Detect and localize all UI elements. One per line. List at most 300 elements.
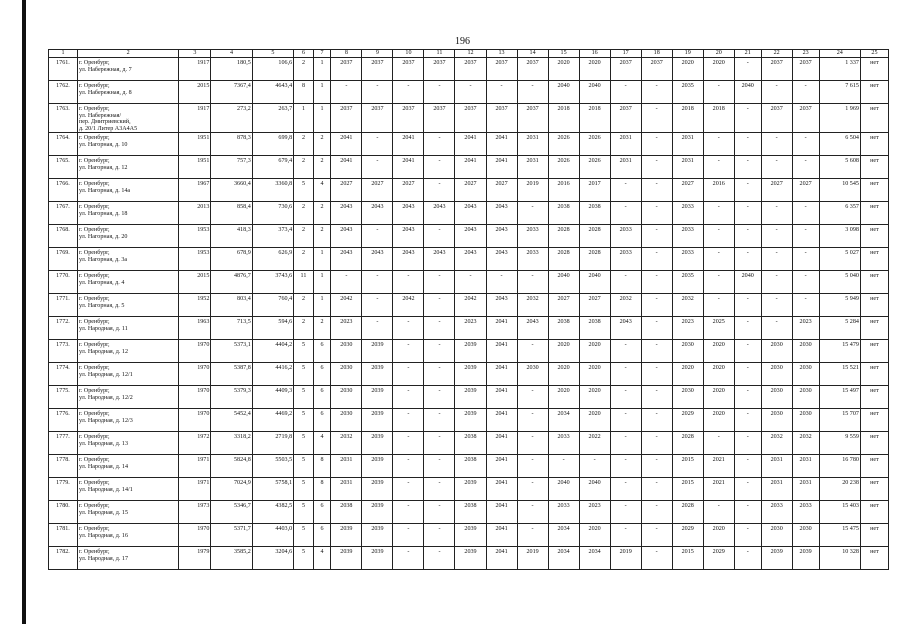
data-cell: - <box>517 202 548 225</box>
data-cell: 2033 <box>610 248 641 271</box>
data-cell: 2030 <box>761 340 792 363</box>
data-cell: - <box>792 156 819 179</box>
data-cell: 626,9 <box>252 248 293 271</box>
data-cell: 5371,7 <box>211 524 252 547</box>
data-cell: - <box>610 524 641 547</box>
row-number-cell: 1762. <box>49 81 78 104</box>
data-cell: 679,4 <box>252 156 293 179</box>
data-cell: 6 <box>313 524 331 547</box>
data-cell: нет <box>860 432 888 455</box>
data-cell: 2030 <box>792 363 819 386</box>
table-row <box>49 432 889 455</box>
data-cell: 2015 <box>672 478 703 501</box>
data-cell: 1979 <box>179 547 211 570</box>
data-cell: - <box>761 156 792 179</box>
data-cell: 2037 <box>792 58 819 81</box>
data-cell: 1 <box>313 104 331 133</box>
data-cell: 1917 <box>179 58 211 81</box>
address-line: г. Оренбург, <box>78 158 110 165</box>
data-cell: 2037 <box>517 58 548 81</box>
address-line: г. Оренбург, <box>78 273 110 280</box>
data-cell: 2030 <box>672 340 703 363</box>
data-cell: - <box>792 81 819 104</box>
data-cell: - <box>734 340 761 363</box>
data-cell: 2020 <box>548 340 579 363</box>
address-cell <box>77 156 178 179</box>
data-cell: 2037 <box>331 58 362 81</box>
data-cell: 4876,7 <box>211 271 252 294</box>
data-cell: 2043 <box>362 248 393 271</box>
data-cell: - <box>734 455 761 478</box>
data-cell: - <box>761 133 792 156</box>
data-cell: 15 497 <box>819 386 860 409</box>
data-cell: 2030 <box>761 409 792 432</box>
data-cell: 2027 <box>761 179 792 202</box>
data-cell: 2030 <box>761 386 792 409</box>
data-cell: 4404,2 <box>252 340 293 363</box>
data-cell: - <box>734 156 761 179</box>
data-cell: - <box>393 409 424 432</box>
data-cell: - <box>641 179 672 202</box>
data-cell: - <box>734 432 761 455</box>
data-cell: 2020 <box>703 524 734 547</box>
data-cell: 5 608 <box>819 156 860 179</box>
data-cell: 2020 <box>579 524 610 547</box>
data-cell: - <box>641 81 672 104</box>
data-cell: 2018 <box>672 104 703 133</box>
data-cell: 2033 <box>672 248 703 271</box>
data-cell: 15 475 <box>819 524 860 547</box>
column-header: 6 <box>294 50 314 58</box>
data-cell: 2040 <box>579 478 610 501</box>
data-cell: 8 <box>313 455 331 478</box>
row-number-cell: 1778. <box>49 455 78 478</box>
data-cell: 2039 <box>362 501 393 524</box>
data-cell: 2031 <box>331 478 362 501</box>
data-cell: - <box>641 104 672 133</box>
data-cell: 5 <box>294 179 314 202</box>
address-cell <box>77 133 178 156</box>
data-cell: 2030 <box>792 409 819 432</box>
data-cell: 1970 <box>179 363 211 386</box>
data-cell: 3743,6 <box>252 271 293 294</box>
data-cell: 2031 <box>331 455 362 478</box>
data-cell: 8 <box>313 478 331 501</box>
data-cell: 1 <box>313 271 331 294</box>
data-cell: 6 504 <box>819 133 860 156</box>
data-cell: 2038 <box>579 202 610 225</box>
data-cell: 2020 <box>579 409 610 432</box>
column-header: 11 <box>424 50 455 58</box>
table-row <box>49 225 889 248</box>
data-cell: нет <box>860 104 888 133</box>
data-cell: 2028 <box>672 501 703 524</box>
column-header: 25 <box>860 50 888 58</box>
data-cell: 2027 <box>672 179 703 202</box>
data-cell: нет <box>860 156 888 179</box>
data-cell: - <box>734 294 761 317</box>
data-cell: 2037 <box>610 58 641 81</box>
row-number-cell: 1764. <box>49 133 78 156</box>
data-cell: 2037 <box>362 104 393 133</box>
data-cell: нет <box>860 179 888 202</box>
scan-edge-bar <box>22 0 26 624</box>
data-cell: 1970 <box>179 386 211 409</box>
data-cell: - <box>393 81 424 104</box>
data-cell: - <box>424 271 455 294</box>
data-cell: 2028 <box>579 225 610 248</box>
data-cell: - <box>641 455 672 478</box>
address-line: г. Оренбург, <box>78 342 110 349</box>
data-cell: - <box>703 225 734 248</box>
data-cell: - <box>610 271 641 294</box>
address-cell <box>77 179 178 202</box>
data-cell: 2020 <box>579 386 610 409</box>
data-cell: 2038 <box>579 317 610 340</box>
data-cell: 2020 <box>672 58 703 81</box>
data-cell: - <box>393 524 424 547</box>
data-cell: - <box>362 271 393 294</box>
data-cell: 2037 <box>761 104 792 133</box>
row-number-cell: 1774. <box>49 363 78 386</box>
address-line: г. Оренбург, <box>78 83 110 89</box>
address-cell <box>77 248 178 271</box>
column-header: 15 <box>548 50 579 58</box>
address-cell <box>77 455 178 478</box>
data-cell: 2038 <box>548 317 579 340</box>
data-cell: 10 545 <box>819 179 860 202</box>
data-cell: 699,8 <box>252 133 293 156</box>
column-header: 9 <box>362 50 393 58</box>
address-cell <box>77 363 178 386</box>
data-cell: 1 <box>313 58 331 81</box>
address-line: ул. Набережная, д. 8 <box>78 89 132 96</box>
data-cell: 373,4 <box>252 225 293 248</box>
data-cell: 2023 <box>579 501 610 524</box>
address-line: пер. Дмитриевский, <box>78 119 131 126</box>
data-cell: 2039 <box>455 409 486 432</box>
data-cell: 2041 <box>331 133 362 156</box>
data-cell: 1971 <box>179 478 211 501</box>
data-cell: 3204,6 <box>252 547 293 570</box>
data-cell: 2029 <box>672 409 703 432</box>
table-row <box>49 202 889 225</box>
data-cell: 6 <box>313 340 331 363</box>
address-line: г. Оренбург, <box>78 411 110 418</box>
data-cell: - <box>455 81 486 104</box>
address-cell <box>77 409 178 432</box>
data-cell: 713,5 <box>211 317 252 340</box>
data-cell: 2019 <box>610 547 641 570</box>
data-cell: 2028 <box>672 432 703 455</box>
data-cell: 2041 <box>486 317 517 340</box>
data-cell: нет <box>860 133 888 156</box>
table-row <box>49 81 889 104</box>
column-header: 24 <box>819 50 860 58</box>
data-cell: 2033 <box>672 202 703 225</box>
row-number-cell: 1766. <box>49 179 78 202</box>
column-header: 16 <box>579 50 610 58</box>
data-cell: 1972 <box>179 432 211 455</box>
column-header: 7 <box>313 50 331 58</box>
data-cell: нет <box>860 317 888 340</box>
data-cell: 180,5 <box>211 58 252 81</box>
data-cell: - <box>517 432 548 455</box>
data-cell: 2038 <box>331 501 362 524</box>
data-cell: 2039 <box>455 478 486 501</box>
data-cell: 2027 <box>455 179 486 202</box>
data-cell: 2031 <box>517 133 548 156</box>
data-cell: нет <box>860 455 888 478</box>
data-cell: - <box>517 501 548 524</box>
data-cell: 2030 <box>792 386 819 409</box>
data-cell: нет <box>860 58 888 81</box>
data-cell: - <box>761 225 792 248</box>
data-cell: 5373,1 <box>211 340 252 363</box>
data-cell: 2026 <box>579 133 610 156</box>
data-cell: - <box>486 271 517 294</box>
data-cell: 757,3 <box>211 156 252 179</box>
data-cell: 2031 <box>517 156 548 179</box>
table-row <box>49 156 889 179</box>
data-cell: 2031 <box>761 478 792 501</box>
data-cell: - <box>424 317 455 340</box>
data-cell: 2027 <box>331 179 362 202</box>
address-line: ул. Нагорная, д. 4 <box>78 279 125 286</box>
table-row <box>49 133 889 156</box>
table-row <box>49 340 889 363</box>
address-cell <box>77 202 178 225</box>
data-cell: - <box>641 524 672 547</box>
data-cell: 2039 <box>362 478 393 501</box>
data-cell: - <box>641 202 672 225</box>
data-cell: 2 <box>313 202 331 225</box>
data-cell: 2020 <box>548 386 579 409</box>
data-cell: 2027 <box>486 179 517 202</box>
address-cell <box>77 501 178 524</box>
table-row <box>49 455 889 478</box>
data-cell: - <box>517 340 548 363</box>
address-line: г. Оренбург, <box>78 503 110 510</box>
data-cell: 2 <box>313 317 331 340</box>
data-cell: 8 <box>294 81 314 104</box>
data-cell: - <box>610 363 641 386</box>
table-row <box>49 317 889 340</box>
data-cell: 2037 <box>517 104 548 133</box>
data-cell: 2 <box>294 225 314 248</box>
data-cell: - <box>393 386 424 409</box>
address-line: ул. Народная, д. 11 <box>78 325 128 332</box>
data-cell: 2020 <box>672 363 703 386</box>
data-cell: 1952 <box>179 294 211 317</box>
column-header: 1 <box>49 50 78 58</box>
table-row <box>49 58 889 81</box>
data-cell: 5 <box>294 386 314 409</box>
table-row <box>49 294 889 317</box>
data-cell: - <box>703 294 734 317</box>
column-header: 22 <box>761 50 792 58</box>
table-row <box>49 363 889 386</box>
data-cell: 2041 <box>486 409 517 432</box>
data-cell: 9 559 <box>819 432 860 455</box>
data-cell: - <box>455 271 486 294</box>
data-cell: - <box>424 455 455 478</box>
data-cell: 2015 <box>179 271 211 294</box>
data-cell: 2031 <box>672 133 703 156</box>
data-cell: 5 <box>294 409 314 432</box>
data-cell: - <box>641 248 672 271</box>
data-cell: нет <box>860 524 888 547</box>
data-cell: 2028 <box>548 225 579 248</box>
data-cell: - <box>424 294 455 317</box>
data-cell: 2020 <box>703 363 734 386</box>
address-cell <box>77 271 178 294</box>
data-cell: - <box>761 271 792 294</box>
data-cell: - <box>393 501 424 524</box>
data-cell: 20 238 <box>819 478 860 501</box>
data-cell: - <box>641 409 672 432</box>
data-cell: 2 <box>313 133 331 156</box>
data-cell: - <box>734 133 761 156</box>
data-cell: - <box>424 432 455 455</box>
data-cell: 2023 <box>672 317 703 340</box>
address-line: г. Оренбург, <box>78 457 110 464</box>
column-header: 2 <box>77 50 178 58</box>
data-cell: нет <box>860 501 888 524</box>
table-row <box>49 409 889 432</box>
data-cell: 1 337 <box>819 58 860 81</box>
data-cell: - <box>792 133 819 156</box>
data-cell: 2039 <box>362 432 393 455</box>
data-cell: - <box>579 455 610 478</box>
data-cell: 2027 <box>362 179 393 202</box>
data-cell: 2043 <box>486 294 517 317</box>
data-cell: 2028 <box>548 248 579 271</box>
data-cell: 2041 <box>486 478 517 501</box>
data-cell: - <box>734 179 761 202</box>
data-cell: - <box>734 104 761 133</box>
data-cell: 2029 <box>703 547 734 570</box>
data-cell: 2030 <box>517 363 548 386</box>
data-cell: 2 <box>294 133 314 156</box>
data-cell: - <box>362 133 393 156</box>
row-number-cell: 1773. <box>49 340 78 363</box>
data-cell: - <box>362 81 393 104</box>
column-header: 23 <box>792 50 819 58</box>
data-cell: - <box>761 81 792 104</box>
data-cell: 2021 <box>703 455 734 478</box>
data-cell: - <box>517 409 548 432</box>
data-cell: 2041 <box>331 156 362 179</box>
row-number-cell: 1768. <box>49 225 78 248</box>
data-cell: 2019 <box>517 547 548 570</box>
data-cell: 1 969 <box>819 104 860 133</box>
data-cell: - <box>761 317 792 340</box>
data-cell: 2041 <box>486 524 517 547</box>
data-cell: 2037 <box>486 104 517 133</box>
address-line: ул. Народная, д. 17 <box>78 555 129 562</box>
data-cell: нет <box>860 409 888 432</box>
data-cell: 1967 <box>179 179 211 202</box>
data-cell: - <box>362 225 393 248</box>
data-cell: 15 521 <box>819 363 860 386</box>
data-cell: нет <box>860 478 888 501</box>
data-cell: 2034 <box>548 524 579 547</box>
data-cell: 2037 <box>331 104 362 133</box>
address-line: г. Оренбург, <box>78 526 110 533</box>
row-number-cell: 1761. <box>49 58 78 81</box>
data-cell: - <box>734 501 761 524</box>
address-cell <box>77 547 178 570</box>
data-cell: 2033 <box>548 432 579 455</box>
data-cell: - <box>641 340 672 363</box>
address-cell <box>77 340 178 363</box>
address-cell <box>77 386 178 409</box>
data-cell: 2015 <box>672 455 703 478</box>
column-header: 17 <box>610 50 641 58</box>
data-cell: 2043 <box>610 317 641 340</box>
data-cell: 2015 <box>672 547 703 570</box>
data-cell: - <box>486 81 517 104</box>
column-header: 21 <box>734 50 761 58</box>
data-cell: 4 <box>313 179 331 202</box>
data-cell: 2020 <box>703 340 734 363</box>
data-cell: 3318,2 <box>211 432 252 455</box>
data-cell: - <box>703 501 734 524</box>
data-cell: 2041 <box>455 133 486 156</box>
data-cell: 2033 <box>610 225 641 248</box>
data-cell: 1 <box>313 248 331 271</box>
data-cell: 2043 <box>424 202 455 225</box>
data-cell: 3585,2 <box>211 547 252 570</box>
data-cell: 2030 <box>331 386 362 409</box>
data-cell: 2038 <box>455 501 486 524</box>
data-cell: - <box>393 547 424 570</box>
data-cell: нет <box>860 202 888 225</box>
data-cell: - <box>641 271 672 294</box>
row-number-cell: 1782. <box>49 547 78 570</box>
data-cell: 4469,2 <box>252 409 293 432</box>
address-line: г. Оренбург, <box>78 365 110 372</box>
address-line: г. Оренбург, <box>78 319 110 326</box>
data-cell: 2041 <box>393 133 424 156</box>
data-cell: 2 <box>294 202 314 225</box>
data-cell: - <box>424 524 455 547</box>
row-number-cell: 1781. <box>49 524 78 547</box>
data-cell: - <box>517 478 548 501</box>
data-cell: 2041 <box>486 340 517 363</box>
data-cell: 4382,5 <box>252 501 293 524</box>
data-cell: 2020 <box>579 340 610 363</box>
data-cell: - <box>641 156 672 179</box>
address-line: г. Оренбург, <box>78 106 110 112</box>
data-cell: нет <box>860 81 888 104</box>
data-cell: 1953 <box>179 225 211 248</box>
address-cell <box>77 294 178 317</box>
data-cell: - <box>610 409 641 432</box>
address-line: г. Оренбург, <box>78 250 110 257</box>
column-header: 18 <box>641 50 672 58</box>
data-cell: - <box>641 294 672 317</box>
column-header: 12 <box>455 50 486 58</box>
data-cell: - <box>393 317 424 340</box>
data-cell: 2013 <box>179 202 211 225</box>
data-cell: 2022 <box>579 432 610 455</box>
data-cell: 2015 <box>179 81 211 104</box>
data-cell: 1 <box>313 81 331 104</box>
data-cell: 2040 <box>579 271 610 294</box>
data-cell: 5452,4 <box>211 409 252 432</box>
